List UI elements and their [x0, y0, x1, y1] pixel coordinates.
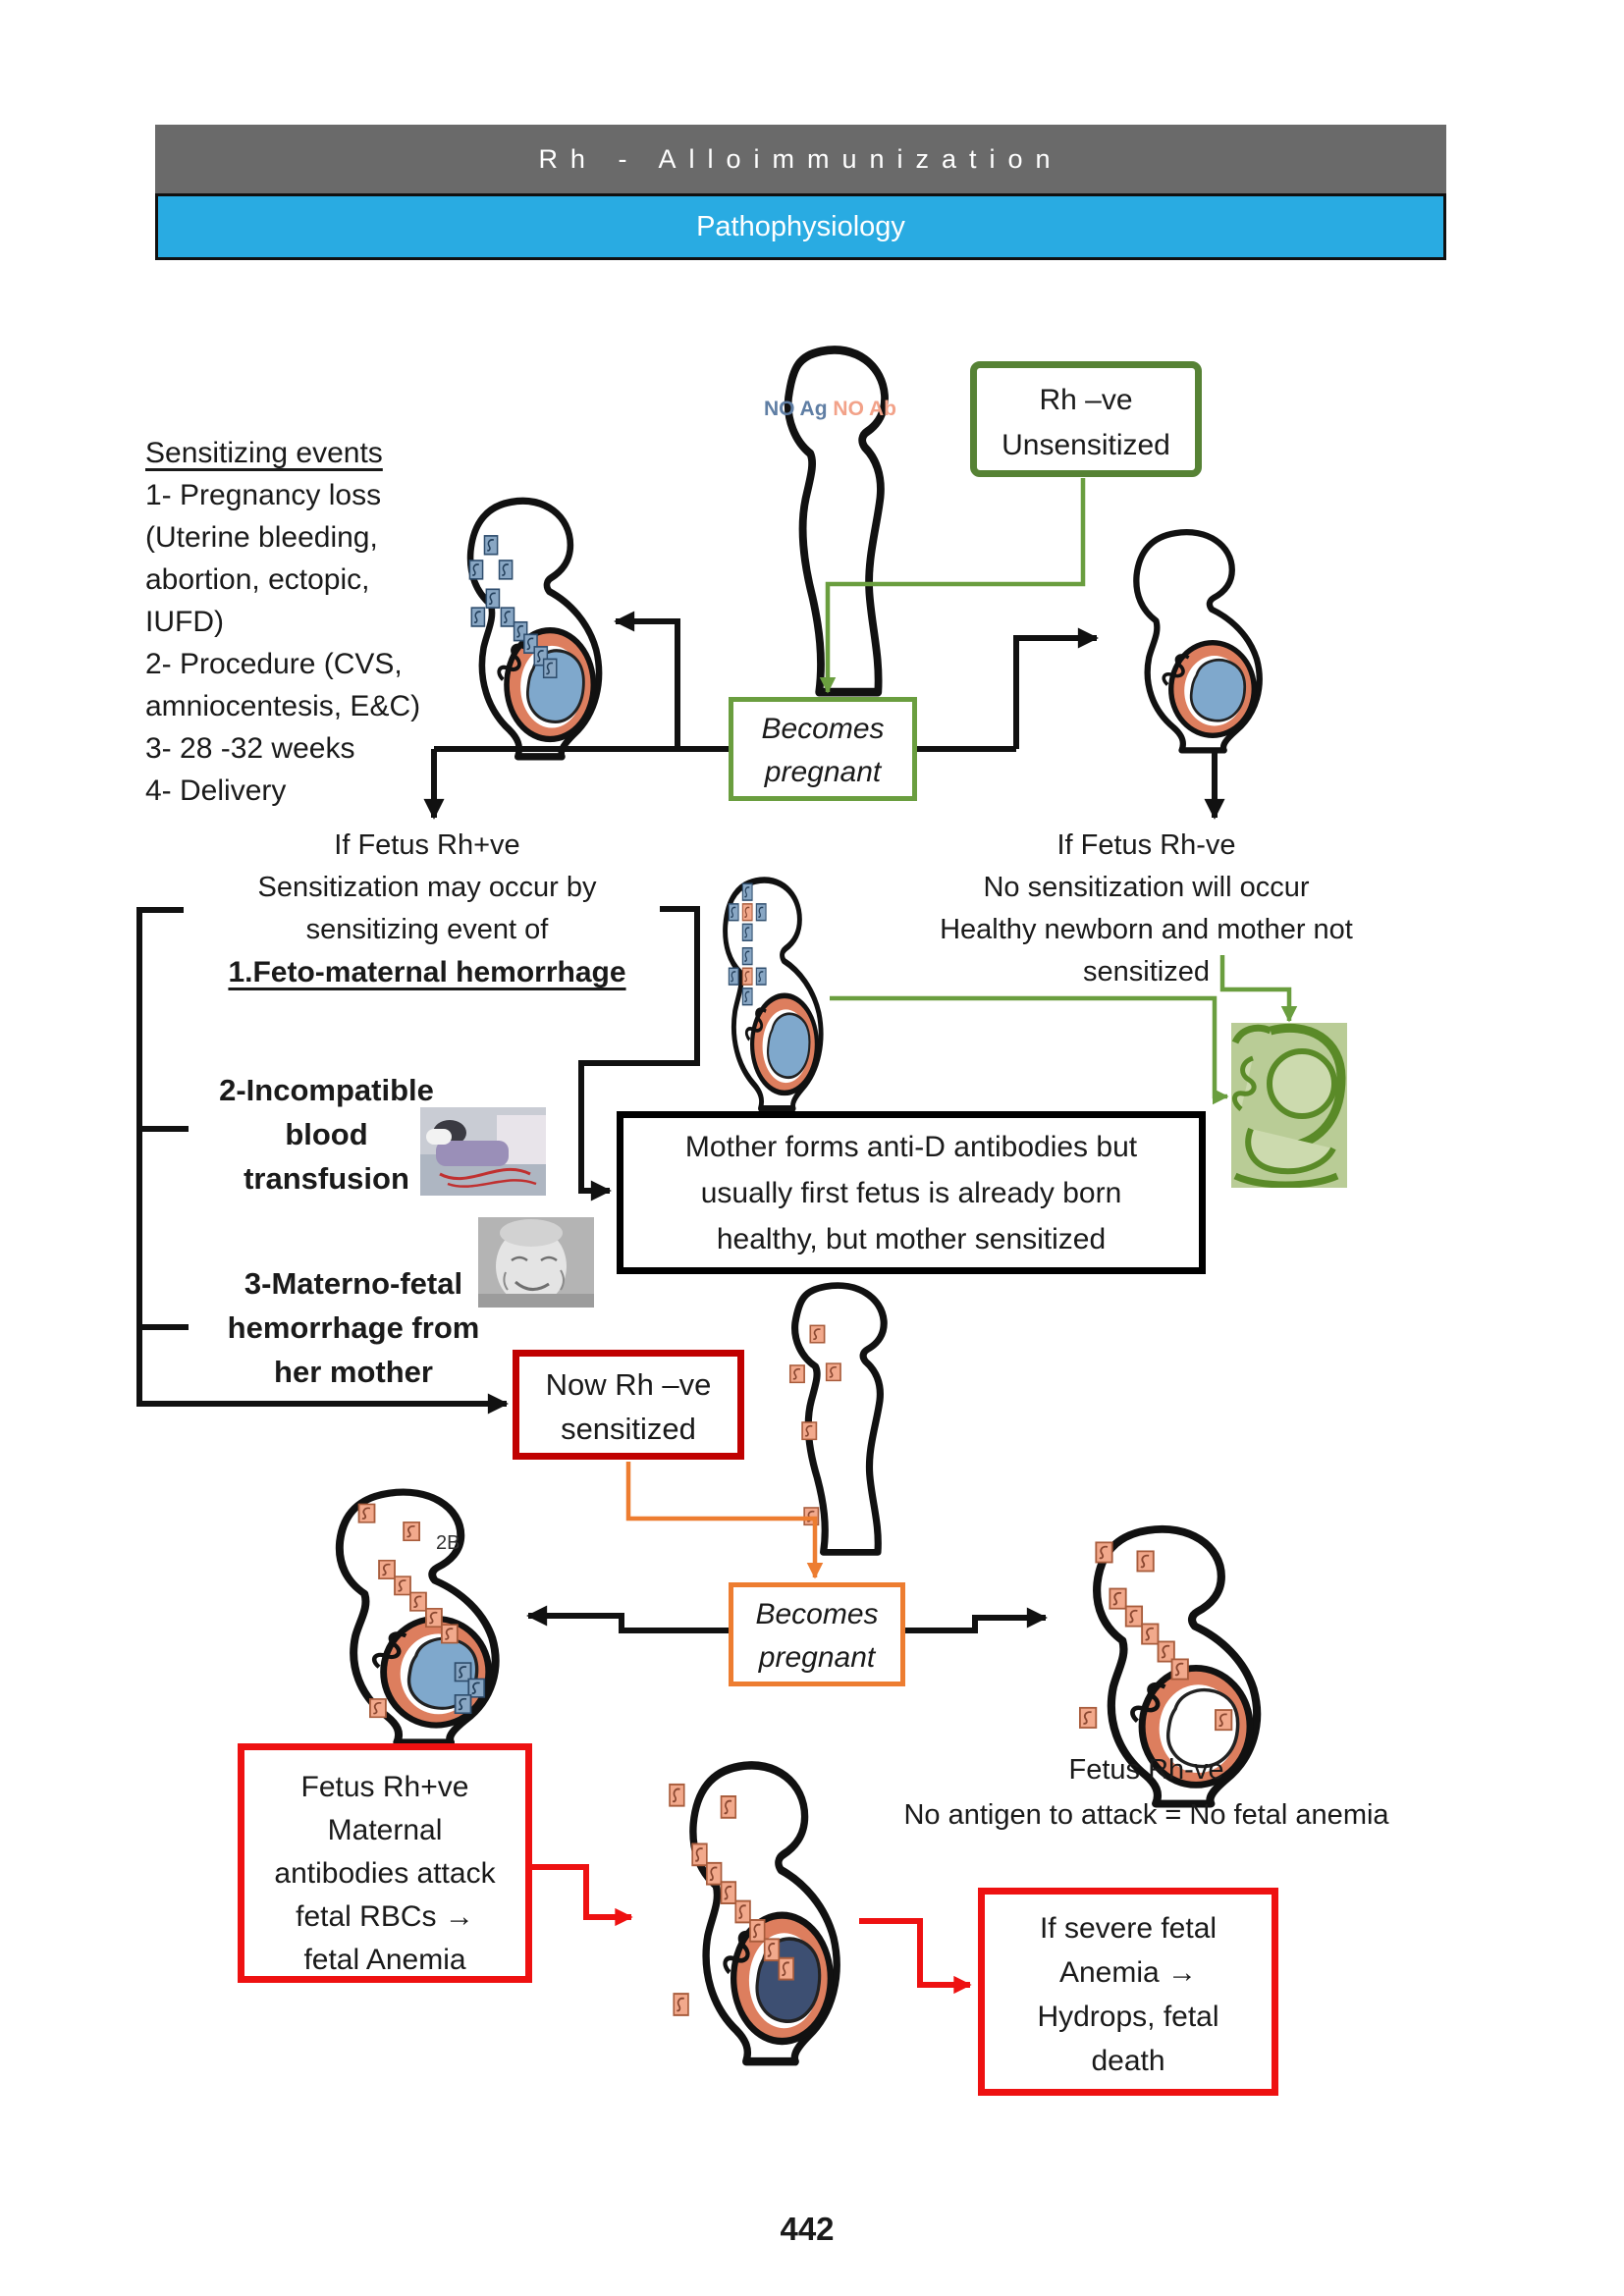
cause-line: blood — [285, 1117, 368, 1151]
box-line: Now Rh –ve — [545, 1367, 712, 1402]
sensitizing-events-heading: Sensitizing events — [145, 437, 383, 469]
subtitle-bar — [155, 193, 1446, 260]
box-line: Hydrops, fetal — [1037, 2001, 1219, 2033]
branch-fetus-rh-positive-text — [226, 825, 628, 993]
page-number: 442 — [780, 2211, 835, 2247]
cause-incompatible-transfusion — [211, 1068, 442, 1201]
becomes-pregnant-box-second — [729, 1582, 905, 1686]
cause-line: her mother — [274, 1355, 433, 1389]
box-line: usually first fetus is already born — [700, 1177, 1122, 1209]
sensitizing-item-line: 3- 28 -32 weeks — [145, 732, 355, 765]
cause-line: hemorrhage from — [227, 1310, 480, 1345]
branch-line: Healthy newborn and mother not sensitized — [940, 914, 1353, 988]
box-line: death — [1091, 2045, 1165, 2077]
healthy-newborn-image — [1231, 1023, 1347, 1188]
page-title: Rh - Alloimmunization — [538, 144, 1063, 174]
outcome-rh-negative-text — [889, 1747, 1404, 1838]
subtitle: Pathophysiology — [696, 211, 905, 242]
branch-line: sensitizing event of — [305, 914, 549, 945]
box-line: Mother forms anti-D antibodies but — [684, 1131, 1138, 1163]
becomes-pregnant-box-first — [729, 697, 917, 801]
sensitizing-events-list — [145, 432, 518, 812]
box-line: Becomes — [761, 713, 885, 745]
outcome-line: Fetus Rh-ve — [1068, 1754, 1224, 1786]
box-line: fetal RBCs → — [296, 1900, 474, 1933]
box-line: Fetus Rh+ve — [300, 1771, 469, 1803]
branch-line: No sensitization will occur — [983, 872, 1310, 903]
fetal-attack-box — [238, 1743, 532, 1983]
outcome-line: No antigen to attack = No fetal anemia — [903, 1799, 1389, 1831]
box-line: healthy, but mother sensitized — [716, 1223, 1107, 1255]
cause-line: transfusion — [244, 1161, 409, 1196]
box-line: Maternal — [327, 1814, 443, 1846]
rh-negative-unsensitized-box — [970, 361, 1202, 477]
title-bar — [155, 125, 1446, 193]
no-ag-label: NO Ag — [764, 398, 828, 420]
sensitizing-item-line: 1- Pregnancy loss — [145, 479, 382, 511]
sensitizing-item-line: IUFD) — [145, 606, 224, 638]
cause-line: 2-Incompatible — [219, 1073, 434, 1107]
no-ab-label: NO Ab — [833, 398, 896, 420]
sensitizing-item-line: abortion, ectopic, — [145, 563, 370, 596]
sensitizing-item-line: amniocentesis, E&C) — [145, 690, 421, 722]
sensitizing-item-line: 2- Procedure (CVS, — [145, 648, 403, 680]
cause-line: 3-Materno-fetal — [244, 1266, 463, 1301]
branch-line: If Fetus Rh+ve — [334, 829, 520, 861]
box-line: Becomes — [755, 1598, 879, 1630]
branch-line: If Fetus Rh-ve — [1056, 829, 1236, 861]
figure-2b-label: 2B — [436, 1532, 460, 1554]
box-line: pregnant — [764, 756, 882, 788]
feto-maternal-hemorrhage-heading: 1.Feto-maternal hemorrhage — [228, 956, 626, 988]
branch-fetus-rh-negative-text — [889, 825, 1404, 993]
sensitizing-item-line: (Uterine bleeding, — [145, 521, 378, 554]
now-sensitized-box — [513, 1350, 744, 1460]
mother-forms-antibodies-box — [617, 1111, 1206, 1274]
box-line: fetal Anemia — [303, 1944, 466, 1976]
severe-anemia-box — [978, 1888, 1278, 2096]
box-line: pregnant — [758, 1641, 876, 1674]
cause-materno-fetal-hemorrhage — [221, 1261, 486, 1394]
branch-line: Sensitization may occur by — [257, 872, 597, 903]
box-line: If severe fetal — [1039, 1912, 1218, 1945]
no-antigen-antibody-label — [764, 398, 921, 421]
box-line: antibodies attack — [274, 1857, 496, 1890]
grandmother-photo — [478, 1217, 594, 1308]
sensitizing-item-line: 4- Delivery — [145, 774, 287, 807]
box-line: sensitized — [561, 1412, 696, 1446]
box-line: Anemia → — [1058, 1956, 1198, 1989]
box-line: Unsensitized — [1001, 429, 1170, 461]
box-line: Rh –ve — [1039, 384, 1133, 416]
